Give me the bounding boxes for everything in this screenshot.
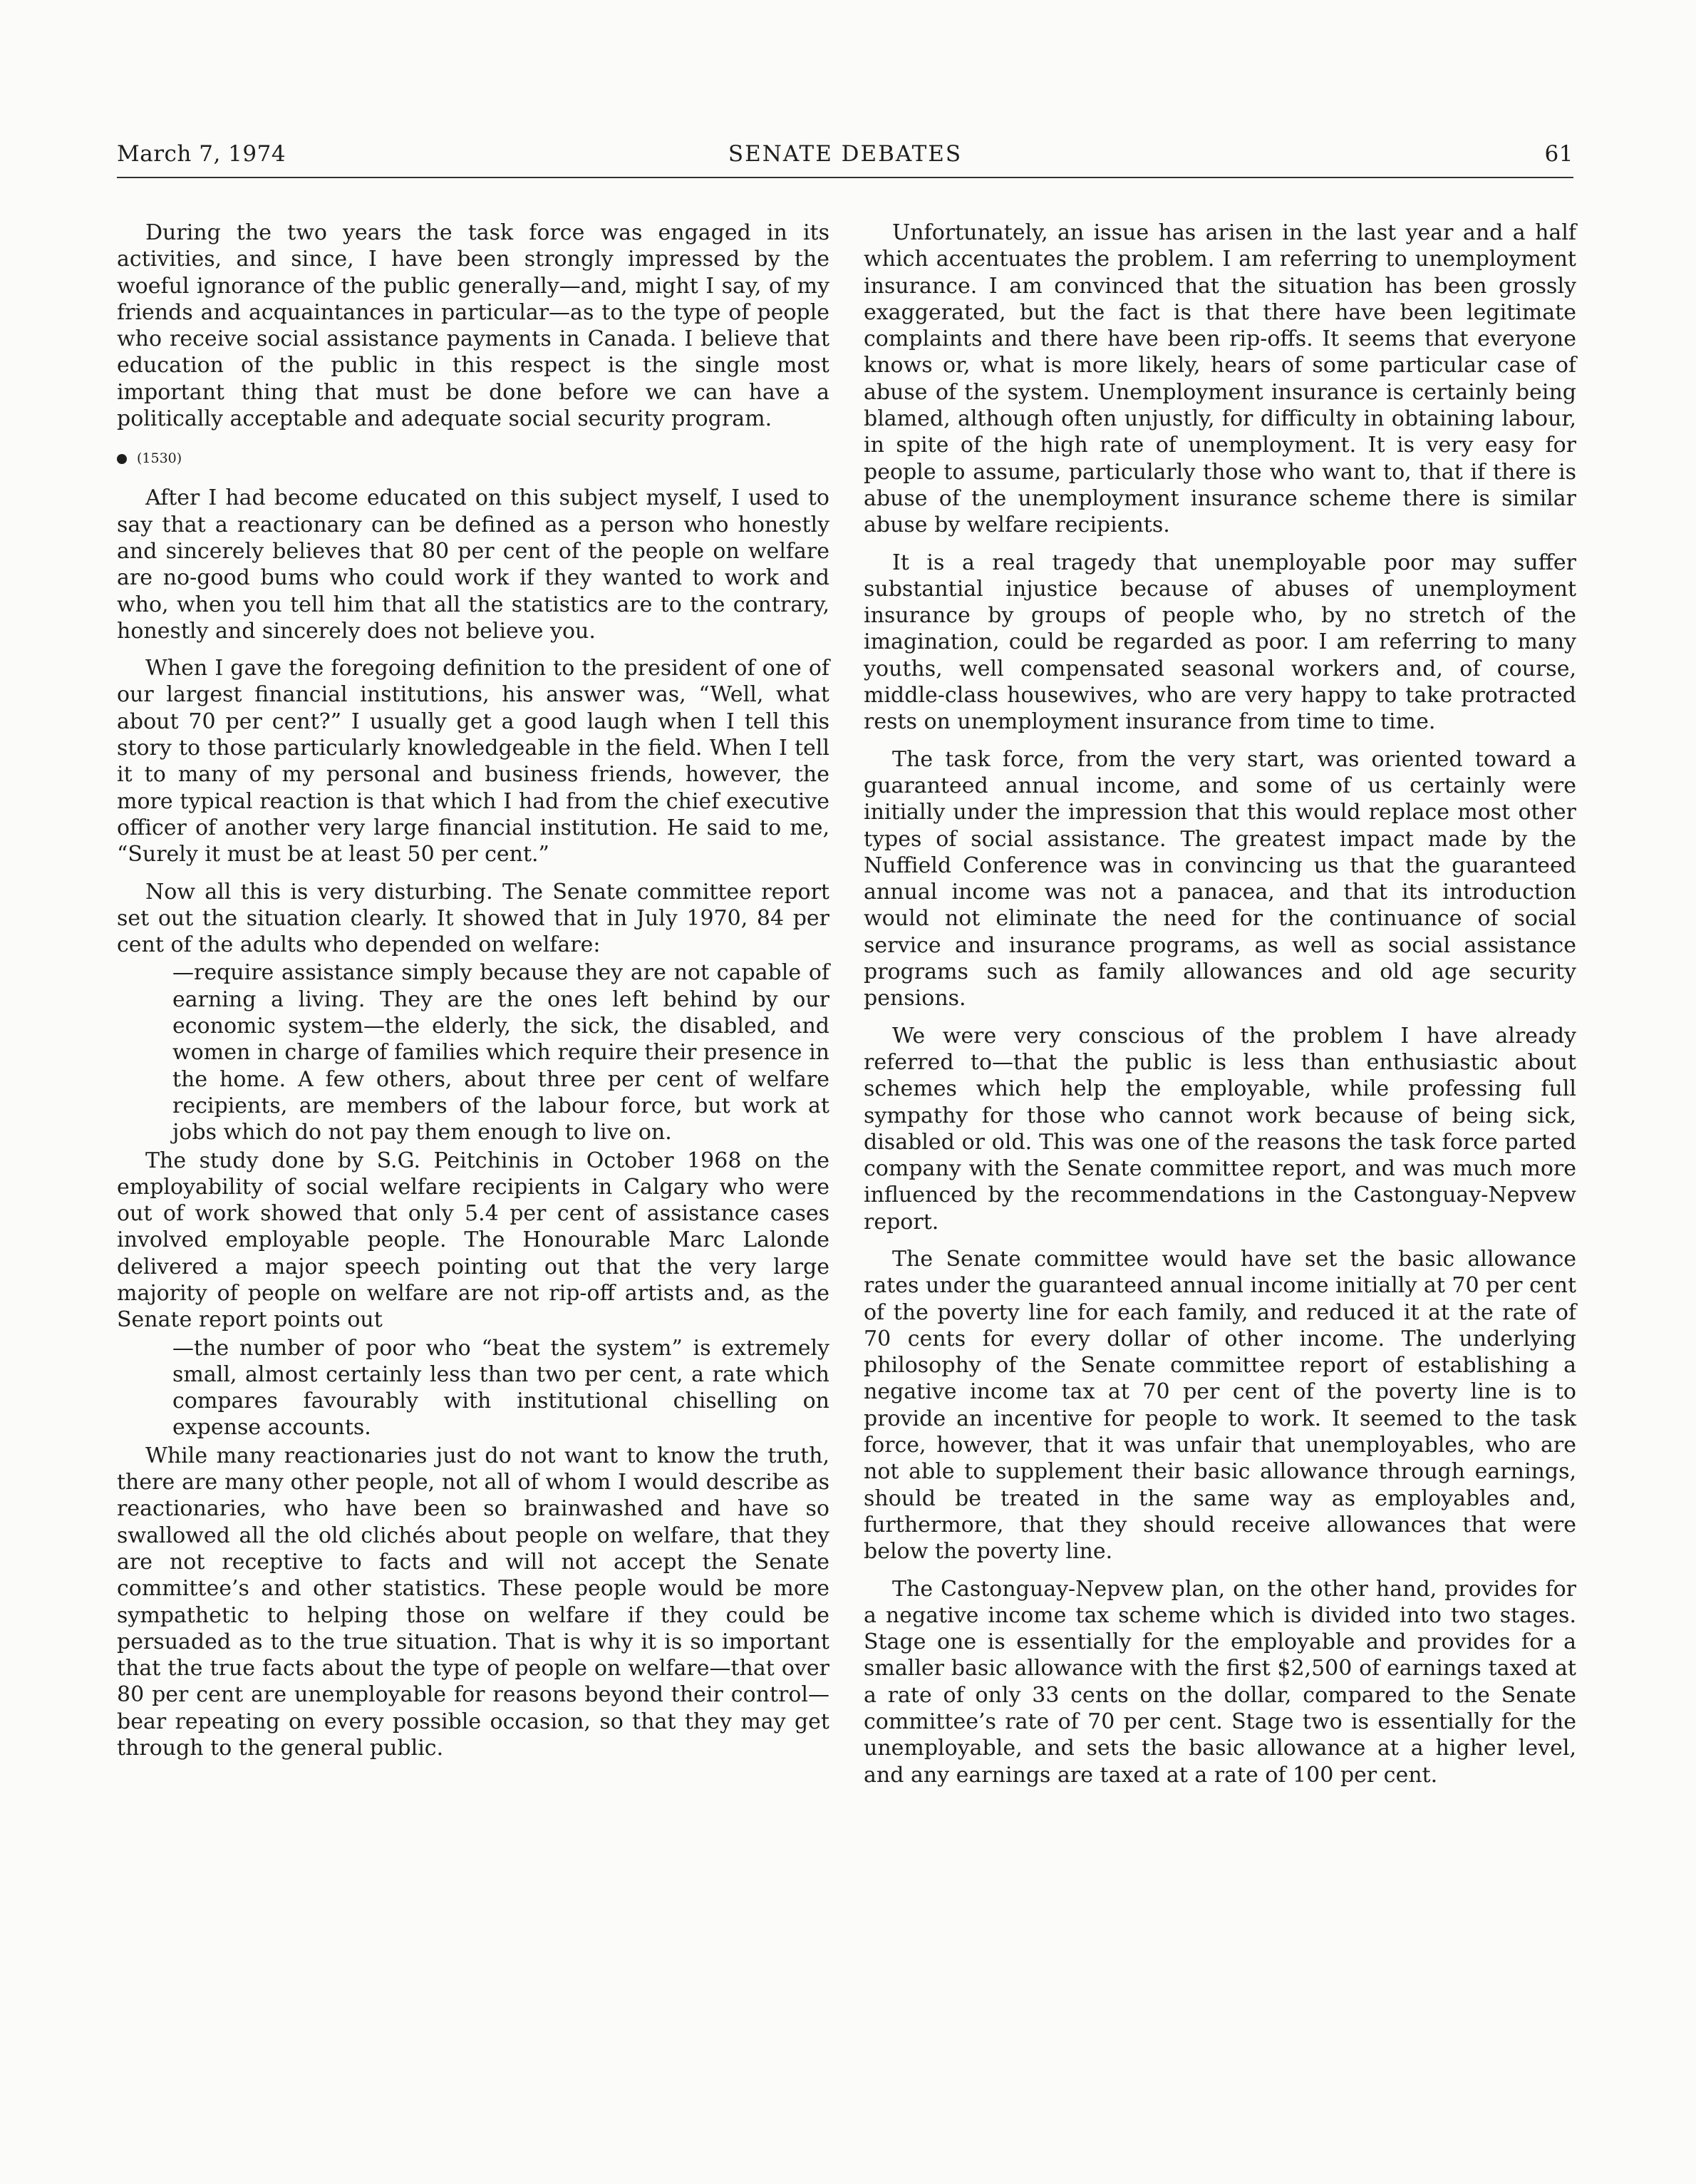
paragraph: While many reactionaries just do not want to know the truth, there are many other people, not all of whom I would describe as reactionaries, who have been so brainwashed and have so swallowed all the old clichés about people on welfare, that they are not receptive to facts and will not accept the Senate committee’s and other statistics. These people would be more sympathetic to helping those on welfare if they could be persuaded as to the true situation. That is why it is so important that the true facts about the type of people on welfare—that over 80 per cent are unemployable for reasons beyond their control—bear repeating on every possible occasion, so that they may get through to the general public.: [117, 1443, 829, 1761]
paragraph: We were very conscious of the problem I have already referred to—that the public is less than enthusiastic about schemes which help the employable, while professing full sympathy for those who cannot work because of being sick, disabled or old. This was one of the reasons the task force parted company with the Senate committee report, and was much more influenced by the recommendations in the Castonguay-Nepvew report.: [864, 1023, 1576, 1235]
running-header: [117, 140, 1573, 178]
paragraph: The Castonguay-Nepvew plan, on the other hand, provides for a negative income tax scheme which is divided into two stages. Stage one is essentially for the employable and provides for a smaller basic allowance with the first $2,500 of earnings taxed at a rate of only 33 cents on the dollar, compared to the Senate committee’s rate of 70 per cent. Stage two is essentially for the unemployable, and sets the basic allowance at a higher level, and any earnings are taxed at a rate of 100 per cent.: [864, 1576, 1576, 1788]
bullet-icon: [117, 454, 127, 464]
header-date: March 7, 1974: [117, 141, 286, 167]
page-number: 61: [1544, 141, 1573, 167]
left-column: [117, 220, 829, 1772]
block-quote: —the number of poor who “beat the system” is extremely small, almost certainly less than two per cent, a rate which compares favourably with institutional chiselling on expense accounts.: [172, 1335, 829, 1441]
time-marker: [117, 448, 829, 469]
paragraph: It is a real tragedy that unemployable poor may suffer substantial injustice because of abuses of unemployment insurance by groups of people who, by no stretch of the imagination, could be regarded as poor. I am referring to many youths, well compensated seasonal workers and, of course, middle-class housewives, who are very happy to take protracted rests on unemployment insurance from time to time.: [864, 550, 1576, 735]
paragraph: After I had become educated on this subject myself, I used to say that a reactionary can be defined as a person who honestly and sincerely believes that 80 per cent of the people on welfare are no-good bums who could work if they wanted to work and who, when you tell him that all the statistics are to the contrary, honestly and sincerely does not believe you.: [117, 485, 829, 644]
paragraph: Now all this is very disturbing. The Senate committee report set out the situation clearly. It showed that in July 1970, 84 per cent of the adults who depended on welfare:: [117, 879, 829, 958]
paragraph: During the two years the task force was engaged in its activities, and since, I have been strongly impressed by the woeful ignorance of the public generally—and, might I say, of my friends and acquaintances in particular—as to the type of people who receive social assistance payments in Canada. I believe that education of the public in this respect is the single most important thing that must be done before we can have a politically acceptable and adequate social security program.: [117, 220, 829, 432]
paragraph: The Senate committee would have set the basic allowance rates under the guaranteed annual income initially at 70 per cent of the poverty line for each family, and reduced it at the rate of 70 cents for every dollar of other income. The underlying philosophy of the Senate committee report of establishing a negative income tax at 70 per cent of the poverty line is to provide an incentive for people to work. It seemed to the task force, however, that it was unfair that unemployables, who are not able to supplement their basic allowance through earnings, should be treated in the same way as employables and, furthermore, that they should receive allowances that were below the poverty line.: [864, 1246, 1576, 1565]
block-quote: —require assistance simply because they are not capable of earning a living. They are the ones left behind by our economic system—the elderly, the sick, the disabled, and women in charge of families which require their presence in the home. A few others, about three per cent of welfare recipients, are members of the labour force, but work at jobs which do not pay them enough to live on.: [172, 960, 829, 1145]
paragraph: Unfortunately, an issue has arisen in the last year and a half which accentuates the problem. I am referring to unemployment insurance. I am convinced that the situation has been grossly exaggerated, but the fact is that there have been legitimate complaints and there have been rip-offs. It seems that everyone knows or, what is more likely, hears of some particular case of abuse of the system. Unemployment insurance is certainly being blamed, although often unjustly, for difficulty in obtaining labour, in spite of the high rate of unemployment. It is very easy for people to assume, particularly those who want to, that if there is abuse of the unemployment insurance scheme there is similar abuse by welfare recipients.: [864, 220, 1576, 538]
right-column: [864, 220, 1576, 1799]
time-marker-label: (1530): [137, 450, 182, 467]
header-title: SENATE DEBATES: [728, 141, 963, 167]
paragraph: The task force, from the very start, was oriented toward a guaranteed annual income, and some of us certainly were initially under the impression that this would replace most other types of social assistance. The greatest impact made by the Nuffield Conference was in convincing us that the guaranteed annual income was not a panacea, and that its introduction would not eliminate the need for the continuance of social service and insurance programs, as well as social assistance programs such as family allowances and old age security pensions.: [864, 746, 1576, 1011]
paragraph: When I gave the foregoing definition to the president of one of our largest financial institutions, his answer was, “Well, what about 70 per cent?” I usually get a good laugh when I tell this story to those particularly knowledgeable in the field. When I tell it to many of my personal and business friends, however, the more typical reaction is that which I had from the chief executive officer of another very large financial institution. He said to me, “Surely it must be at least 50 per cent.”: [117, 656, 829, 867]
paragraph: The study done by S.G. Peitchinis in October 1968 on the employability of social welfare recipients in Calgary who were out of work showed that only 5.4 per cent of assistance cases involved employable people. The Honourable Marc Lalonde delivered a major speech pointing out that the very large majority of people on welfare are not rip-off artists and, as the Senate report points out: [117, 1148, 829, 1333]
